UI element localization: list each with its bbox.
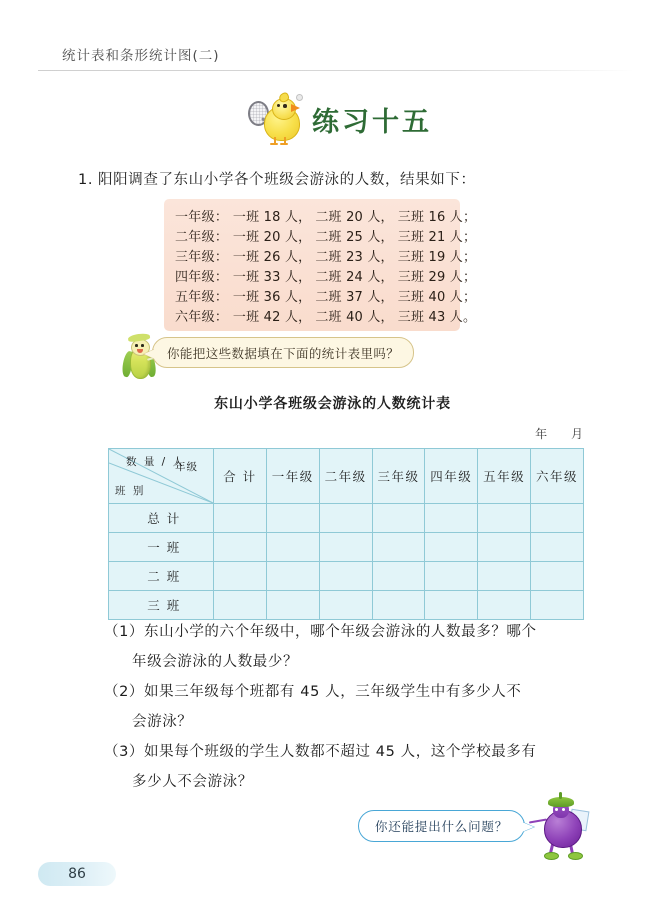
corn-hint-group	[112, 333, 422, 383]
data-row-grade: 四年级	[175, 270, 215, 285]
data-row-colon: ：	[214, 270, 228, 285]
data-row	[164, 208, 477, 228]
table-row-label-class1: 一 班	[109, 533, 214, 562]
data-row	[164, 228, 477, 248]
table-cell[interactable]	[319, 562, 372, 591]
table-row	[109, 533, 584, 562]
data-row	[164, 268, 477, 288]
table-cell[interactable]	[425, 562, 478, 591]
eggplant-hint-group	[358, 796, 608, 864]
table-row-label-class3: 三 班	[109, 591, 214, 620]
page-title: 练习十五	[312, 107, 432, 138]
sub-question-2-number: （2）	[104, 684, 145, 700]
table-col-header-total: 合 计	[214, 449, 267, 504]
table-cell[interactable]	[531, 591, 584, 620]
data-row	[164, 308, 477, 328]
page-running-header	[0, 44, 665, 74]
data-row-class-3: 三班 40 人；	[397, 290, 477, 305]
sub-question-1-number: （1）	[104, 624, 145, 640]
data-row-class-3: 三班 29 人；	[397, 270, 477, 285]
statistics-table	[108, 448, 584, 620]
table-cell[interactable]	[372, 533, 425, 562]
sub-question-1	[104, 617, 604, 677]
data-row-class-1: 一班 18 人，	[232, 210, 312, 225]
table-cell[interactable]	[372, 504, 425, 533]
sub-question-3-line2: 多少人不会游泳？	[132, 774, 253, 790]
table-cell[interactable]	[214, 504, 267, 533]
table-col-header-grade3: 三年级	[372, 449, 425, 504]
chapter-title: 统计表和条形统计图(二)	[62, 48, 220, 64]
table-cell[interactable]	[266, 504, 319, 533]
eggplant-speech-bubble: 你还能提出什么问题？	[358, 810, 525, 842]
table-cell[interactable]	[319, 504, 372, 533]
data-row-class-2: 二班 24 人，	[315, 270, 394, 285]
survey-data-box	[164, 199, 477, 331]
data-row-colon: ：	[214, 310, 228, 325]
table-cell[interactable]	[214, 533, 267, 562]
data-row-class-1: 一班 20 人，	[232, 230, 312, 245]
table-cell[interactable]	[372, 591, 425, 620]
page-number-pill	[38, 862, 116, 886]
table-cell[interactable]	[372, 562, 425, 591]
data-row-class-1: 一班 26 人，	[232, 250, 312, 265]
corner-grade-label: 年级	[175, 461, 198, 473]
data-row-class-1: 一班 36 人，	[232, 290, 312, 305]
data-row-colon: ：	[214, 210, 228, 225]
table-cell[interactable]	[266, 562, 319, 591]
data-row-grade: 六年级	[175, 310, 215, 325]
table-header-row	[109, 449, 584, 504]
table-cell[interactable]	[425, 533, 478, 562]
data-row-colon: ：	[214, 250, 228, 265]
data-row-class-2: 二班 37 人，	[315, 290, 394, 305]
data-row-grade: 五年级	[175, 290, 215, 305]
data-row-class-3: 三班 21 人；	[397, 230, 477, 245]
table-cell[interactable]	[425, 504, 478, 533]
question-1-text: 阳阳调查了东山小学各个班级会游泳的人数，结果如下：	[98, 172, 476, 188]
table-row	[109, 562, 584, 591]
question-1-stem	[78, 168, 476, 189]
table-cell[interactable]	[214, 591, 267, 620]
table-col-header-grade4: 四年级	[425, 449, 478, 504]
table-cell[interactable]	[478, 591, 531, 620]
table-cell[interactable]	[214, 562, 267, 591]
sub-question-3-number: （3）	[104, 744, 145, 760]
bird-with-tennis-racket-icon	[248, 96, 310, 146]
table-col-header-grade2: 二年级	[319, 449, 372, 504]
data-row	[164, 288, 477, 308]
table-date-line: 年 月	[535, 427, 593, 441]
table-cell[interactable]	[266, 591, 319, 620]
sub-question-1-line1: 东山小学的六个年级中，哪个年级会游泳的人数最多？哪个	[144, 624, 537, 640]
data-row-class-1: 一班 33 人，	[232, 270, 312, 285]
sub-question-3	[104, 737, 604, 797]
sub-question-1-line2: 年级会游泳的人数最少？	[132, 654, 299, 670]
table-row	[109, 591, 584, 620]
data-row-grade: 二年级	[175, 230, 215, 245]
sub-question-2-line2: 会游泳？	[132, 714, 193, 730]
sub-question-2	[104, 677, 604, 737]
data-row-class-1: 一班 42 人，	[232, 310, 312, 325]
table-cell[interactable]	[266, 533, 319, 562]
statistics-table-title: 东山小学各班级会游泳的人数统计表	[214, 396, 451, 412]
page-number: 86	[68, 866, 86, 882]
data-row-class-3: 三班 43 人。	[397, 310, 477, 325]
data-row	[164, 248, 477, 268]
data-row-class-3: 三班 19 人；	[397, 250, 477, 265]
corner-class-label: 班 别	[115, 485, 146, 497]
exercise-title-band	[0, 92, 665, 150]
table-cell[interactable]	[425, 591, 478, 620]
data-row-class-2: 二班 23 人，	[315, 250, 394, 265]
table-row	[109, 504, 584, 533]
table-cell[interactable]	[319, 533, 372, 562]
eggplant-character-icon	[526, 796, 600, 864]
data-row-class-2: 二班 20 人，	[315, 210, 394, 225]
question-1-number: 1.	[78, 172, 94, 188]
table-cell[interactable]	[531, 533, 584, 562]
table-row-label-total: 总 计	[109, 504, 214, 533]
table-cell[interactable]	[478, 533, 531, 562]
table-corner-cell	[109, 449, 214, 504]
table-cell[interactable]	[478, 504, 531, 533]
table-cell[interactable]	[531, 504, 584, 533]
table-row-label-class2: 二 班	[109, 562, 214, 591]
table-col-header-grade6: 六年级	[531, 449, 584, 504]
data-row-class-2: 二班 40 人，	[315, 310, 394, 325]
table-col-header-grade1: 一年级	[266, 449, 319, 504]
data-row-colon: ：	[214, 230, 228, 245]
corner-quantity-label: 数 量 / 人	[126, 456, 186, 468]
table-cell[interactable]	[531, 562, 584, 591]
data-row-class-3: 三班 16 人；	[397, 210, 477, 225]
data-row-grade: 一年级	[175, 210, 215, 225]
sub-question-2-line1: 如果三年级每个班都有 45 人，三年级学生中有多少人不	[144, 684, 522, 700]
table-cell[interactable]	[478, 562, 531, 591]
header-divider	[38, 70, 634, 71]
corn-speech-bubble: 你能把这些数据填在下面的统计表里吗？	[152, 337, 414, 368]
data-row-class-2: 二班 25 人，	[315, 230, 394, 245]
data-row-grade: 三年级	[175, 250, 215, 265]
table-cell[interactable]	[319, 591, 372, 620]
data-row-colon: ：	[214, 290, 228, 305]
table-col-header-grade5: 五年级	[478, 449, 531, 504]
sub-question-3-line1: 如果每个班级的学生人数都不超过 45 人，这个学校最多有	[144, 744, 537, 760]
